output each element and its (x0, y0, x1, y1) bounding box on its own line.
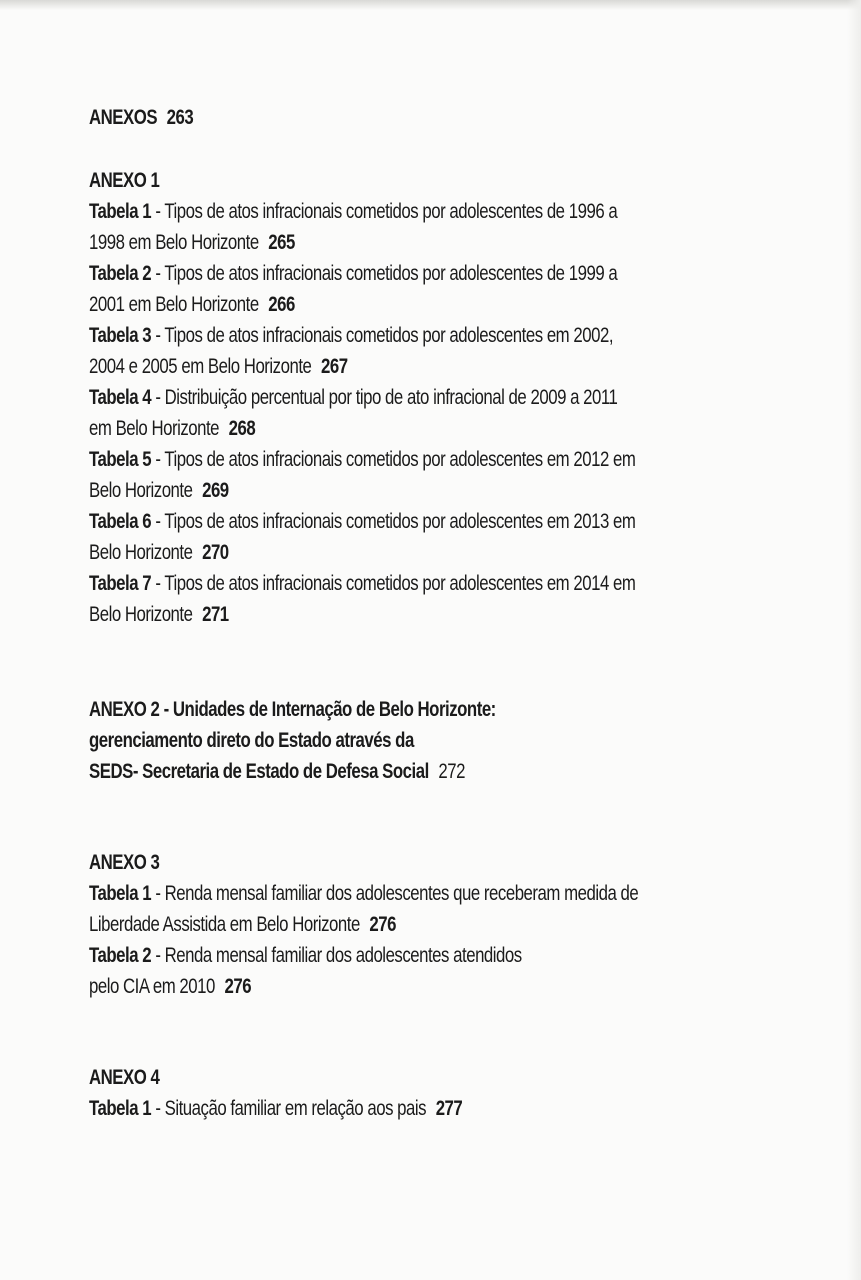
entry-text: - Distribuição percentual por tipo de ato infracional de 2009 a 2011 (151, 386, 618, 409)
toc-entry-line (89, 878, 638, 909)
entry-text: 1998 em Belo Horizonte (89, 231, 259, 254)
toc-entry-line (89, 227, 635, 258)
toc-entry-line (89, 537, 635, 568)
entry-text: Belo Horizonte (89, 541, 193, 564)
entry-label: Tabela 2 (89, 944, 152, 967)
entry-page: 269 (202, 479, 229, 502)
entry-label: Tabela 2 (89, 262, 152, 285)
entry-page: 277 (435, 1097, 463, 1120)
entry-page: 276 (224, 975, 252, 998)
entry-label: Tabela 6 (89, 510, 152, 533)
entry-page: 276 (369, 913, 397, 936)
entry-text: - Tipos de atos infracionais cometidos por adolescentes em 2013 em (151, 510, 636, 533)
toc-entry-line (89, 475, 635, 506)
anexo2-title-line (89, 756, 496, 787)
entry-text: - Situação familiar em relação aos pais (151, 1097, 427, 1120)
anexo2-title-line: ANEXO 2 - Unidades de Internação de Belo Horizonte: (89, 698, 496, 721)
entry-page: 265 (268, 231, 295, 254)
toc-entry-line (89, 1093, 462, 1124)
entry-label: Tabela 4 (89, 386, 152, 409)
entry-label: Tabela 3 (89, 324, 152, 347)
entry-page: 268 (228, 417, 256, 440)
anexo2-page: 272 (438, 760, 465, 783)
toc-entry-line (89, 320, 635, 351)
toc-entry-line (89, 568, 635, 599)
entry-text: - Renda mensal familiar dos adolescentes que receberam medida de (151, 882, 639, 905)
anexo3-section (89, 847, 776, 1002)
entry-label: Tabela 1 (89, 882, 152, 905)
anexos-heading (89, 102, 219, 133)
toc-entry-line (89, 196, 635, 227)
entry-page: 271 (202, 603, 229, 626)
entry-page: 267 (320, 355, 348, 378)
anexos-page: 263 (166, 106, 194, 129)
toc-entry-line (89, 351, 635, 382)
entry-text: - Tipos de atos infracionais cometidos por adolescentes em 2012 em (151, 448, 636, 471)
anexo4-section (89, 1062, 556, 1124)
entry-label: Tabela 5 (89, 448, 152, 471)
entry-text: 2004 e 2005 em Belo Horizonte (89, 355, 312, 378)
entry-label: Tabela 1 (89, 1097, 152, 1120)
toc-entry-line (89, 599, 635, 630)
anexo3-heading: ANEXO 3 (89, 851, 160, 874)
entry-text: - Renda mensal familiar dos adolescentes atendidos (151, 944, 522, 967)
toc-entry-line (89, 940, 638, 971)
anexos-title: ANEXOS (89, 106, 158, 129)
page-right-edge (847, 0, 861, 1280)
entry-text: - Tipos de atos infracionais cometidos por adolescentes em 2002, (151, 324, 614, 347)
toc-entry-line (89, 506, 635, 537)
entry-text: - Tipos de atos infracionais cometidos por adolescentes de 1999 a (151, 262, 618, 285)
toc-entry-line (89, 909, 638, 940)
toc-entry-line (89, 258, 635, 289)
anexo1-heading: ANEXO 1 (89, 169, 160, 192)
entry-text: pelo CIA em 2010 (89, 975, 215, 998)
toc-entry-line (89, 444, 635, 475)
entry-text: Liberdade Assistida em Belo Horizonte (89, 913, 360, 936)
anexo2-text: SEDS- Secretaria de Estado de Defesa Social (89, 760, 429, 783)
anexo2-section (89, 694, 598, 787)
entry-label: Tabela 7 (89, 572, 152, 595)
toc-entry-line (89, 971, 638, 1002)
entry-page: 266 (268, 293, 295, 316)
page-top-shadow (0, 0, 861, 10)
anexo1-section (89, 165, 772, 630)
toc-entry-line (89, 289, 635, 320)
entry-text: Belo Horizonte (89, 603, 193, 626)
entry-page: 270 (202, 541, 229, 564)
anexo4-heading: ANEXO 4 (89, 1066, 160, 1089)
anexo2-title-line: gerenciamento direto do Estado através da (89, 729, 414, 752)
entry-text: em Belo Horizonte (89, 417, 220, 440)
entry-label: Tabela 1 (89, 200, 152, 223)
entry-text: - Tipos de atos infracionais cometidos por adolescentes de 1996 a (151, 200, 618, 223)
toc-entry-line (89, 382, 635, 413)
toc-entry-line (89, 413, 635, 444)
entry-text: 2001 em Belo Horizonte (89, 293, 259, 316)
entry-text: - Tipos de atos infracionais cometidos por adolescentes em 2014 em (151, 572, 636, 595)
entry-text: Belo Horizonte (89, 479, 193, 502)
